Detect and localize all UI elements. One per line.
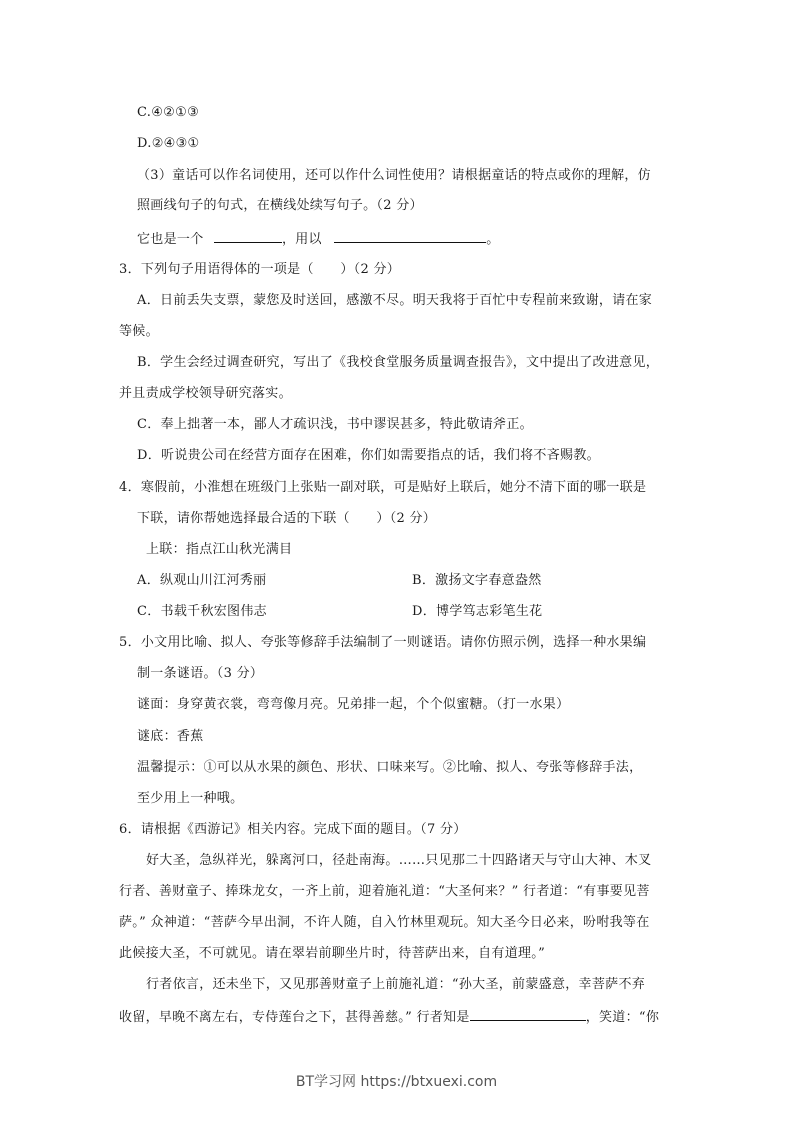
- q4-option-d: D．博学笃志彩笔生花: [412, 604, 543, 619]
- q5-stem-line2: 制一条谜语。（3 分）: [137, 666, 264, 681]
- q5-riddle: 谜面：身穿黄衣裳，弯弯像月亮。兄弟排一起，个个似蜜糖。（打一水果）: [137, 697, 570, 712]
- q4-option-b: B．激扬文字春意盎然: [412, 573, 542, 588]
- q3-option-d: D．听说贵公司在经营方面存在困难，你们如需要指点的话，我们将不吝赐教。: [137, 448, 600, 463]
- q6-passage-p1-line4: 此候接大圣，不可就见。请在翠岩前聊坐片时，待菩萨出来，自有道理。”: [119, 946, 546, 961]
- q6-passage-p1-line2: 行者、善财童子、捧珠龙女，一齐上前，迎着施礼道：“大圣何来？” 行者道：“有事要见菩: [119, 884, 650, 899]
- q5-stem-line1: 5．小文用比喻、拟人、夸张等修辞手法编制了一则谜语。请你仿照示例，选择一种水果编: [119, 635, 647, 650]
- q5-riddle-answer: 谜底：香蕉: [137, 729, 204, 744]
- q4-option-a: A．纵观山川江河秀丽: [137, 573, 267, 588]
- q6-stem: 6．请根据《西游记》相关内容。完成下面的题目。（7 分）: [119, 822, 467, 837]
- q2-sub3-stem-line1: （3）童话可以作名词使用，还可以作什么词性使用？请根据童话的特点或你的理解，仿: [137, 168, 651, 183]
- passage-text-end: ，笑道：“你: [585, 1010, 660, 1025]
- fill-mid: ，用以: [281, 232, 322, 247]
- q3-option-a-line2: 等候。: [119, 324, 159, 339]
- q5-tip-line1: 温馨提示：①可以从水果的颜色、形状、口味来写。②比喻、拟人、夸张等修辞手法，: [137, 760, 643, 775]
- q3-option-b-line1: B．学生会经过调查研究，写出了《我校食堂服务质量调查报告》，文中提出了改进意见，: [137, 355, 660, 370]
- q2-option-c: C.④②①③: [137, 105, 200, 120]
- passage-text: 收留，早晚不离左右，专侍莲台之下，甚得善慈。” 行者知是: [119, 1010, 470, 1025]
- q3-stem: 3．下列句子用语得体的一项是（ ）（2 分）: [119, 262, 401, 277]
- q6-passage-p1-line1: 好大圣，急纵祥光，躲离河口，径赴南海。……只见那二十四路诸天与守山大神、木叉: [146, 853, 652, 868]
- q2-sub3-stem-line2: 照画线句子的句式，在横线处续写句子。（2 分）: [137, 198, 423, 213]
- answer-blank-1[interactable]: [214, 230, 282, 243]
- site-watermark: BT学习网 https://btxuexi.com: [295, 1074, 498, 1090]
- fill-end: 。: [486, 232, 500, 247]
- q6-passage-p2-line1: 行者依言，还未坐下，又见那善财童子上前施礼道：“孙大圣，前蒙盛意，幸菩萨不弃: [146, 977, 646, 992]
- q4-stem-line1: 4．寒假前，小淮想在班级门上张贴一副对联，可是贴好上联后，她分不清下面的哪一联是: [119, 480, 647, 495]
- q2-sub3-fill-sentence: [137, 230, 500, 248]
- fill-prefix: 它也是一个: [137, 232, 204, 247]
- q6-passage-p2-line2: [119, 1008, 659, 1026]
- answer-blank-2[interactable]: [334, 230, 486, 243]
- q5-tip-line2: 至少用上一种哦。: [137, 791, 244, 806]
- q4-upper-couplet: 上联：指点江山秋光满目: [146, 542, 293, 557]
- q6-passage-p1-line3: 萨。” 众神道：“菩萨今早出洞，不许人随，自入竹林里观玩。知大圣今日必来，吩咐我等在: [119, 915, 650, 930]
- answer-blank-3[interactable]: [470, 1008, 586, 1021]
- q3-option-c: C．奉上拙著一本，鄙人才疏识浅，书中谬误甚多，特此敬请斧正。: [137, 417, 533, 432]
- q3-option-b-line2: 并且责成学校领导研究落实。: [119, 386, 292, 401]
- q4-option-c: C．书载千秋宏图伟志: [137, 604, 267, 619]
- q4-stem-line2: 下联，请你帮她选择最合适的下联（ ）（2 分）: [137, 511, 437, 526]
- q2-option-d: D.②④③①: [137, 136, 200, 151]
- q3-option-a-line1: A．日前丢失支票，蒙您及时送回，感激不尽。明天我将于百忙中专程前来致谢，请在家: [137, 293, 653, 308]
